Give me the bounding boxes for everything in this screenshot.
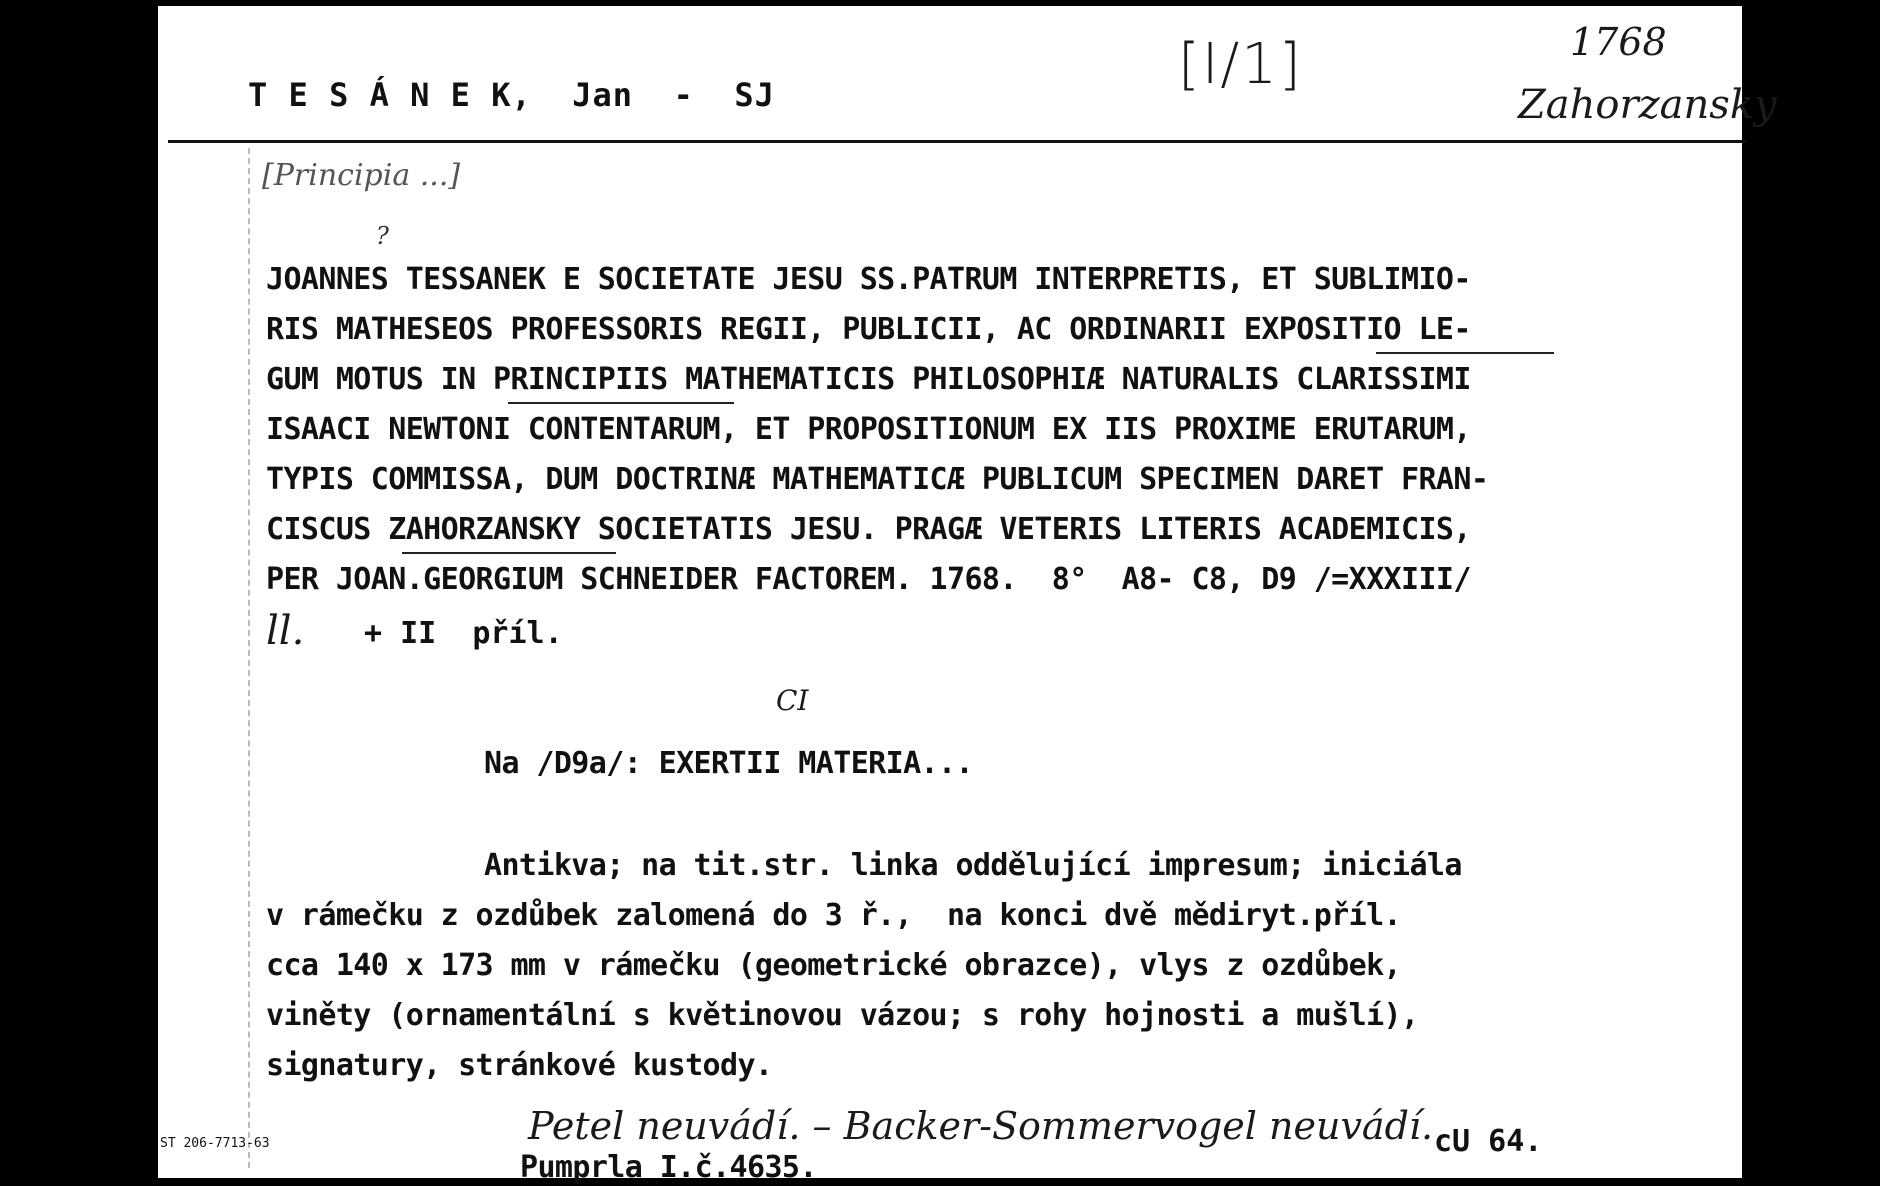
catalog-card <box>158 6 1777 1185</box>
title-line-6: CISCUS ZAHORZANSKY SOCIETATIS JESU. PRAGÆ VETERIS LITERIS ACADEMICIS, <box>266 512 1471 547</box>
description-line-1: Antikva; na tit.str. linka oddělující impresum; iniciála <box>484 848 1462 883</box>
underline-expositio <box>1376 352 1554 354</box>
title-line-4: ISAACI NEWTONI CONTENTARUM, ET PROPOSITIONUM EX IIS PROXIME ERUTARUM, <box>266 412 1471 447</box>
name-note: Zahorzansky <box>1518 82 1777 128</box>
title-line-7: PER JOAN.GEORGIUM SCHNEIDER FACTOREM. 1768. 8° A8- C8, D9 /=XXXIII/ <box>266 562 1471 597</box>
handwritten-note: Petel neuvádí. – Backer-Sommervogel neuvádí. <box>528 1104 1434 1148</box>
leaves-abbrev: ll. <box>266 608 305 654</box>
query-mark: ? <box>376 222 389 250</box>
margin-note: [Principia ...] <box>262 158 461 193</box>
form-code: ST 206-7713-63 <box>160 1136 270 1151</box>
correction-note: CI <box>776 684 809 717</box>
author-heading: T E S Á N E K, Jan - SJ <box>248 76 775 114</box>
title-line-5: TYPIS COMMISSA, DUM DOCTRINÆ MATHEMATICÆ PUBLICUM SPECIMEN DARET FRAN- <box>266 462 1489 497</box>
reference-code: cU 64. <box>1434 1124 1543 1159</box>
title-line-3: GUM MOTUS IN PRINCIPIIS MATHEMATICIS PHILOSOPHIÆ NATURALIS CLARISSIMI <box>266 362 1471 397</box>
margin-guide <box>248 148 250 1168</box>
title-line-2: RIS MATHESEOS PROFESSORIS REGII, PUBLICII, AC ORDINARII EXPOSITIO LE- <box>266 312 1471 347</box>
description-line-5: signatury, stránkové kustody. <box>266 1048 773 1083</box>
description-line-3: cca 140 x 173 mm v rámečku (geometrické obrazce), vlys z ozdůbek, <box>266 948 1401 983</box>
underline-zahorzansky <box>402 552 616 554</box>
title-line-1: JOANNES TESSANEK E SOCIETATE JESU SS.PATRUM INTERPRETIS, ET SUBLIMIO- <box>266 262 1471 297</box>
note-line: Na /D9a/: EXERTII MATERIA... <box>484 746 973 781</box>
description-line-2: v rámečku z ozdůbek zalomená do 3 ř., na konci dvě mědiryt.příl. <box>266 898 1401 933</box>
underline-principiis <box>508 402 734 404</box>
header-rule <box>168 140 1746 143</box>
leaves-plates: + II příl. <box>364 616 563 651</box>
year-note: 1768 <box>1570 20 1667 64</box>
call-number: [I/1] <box>1178 32 1303 97</box>
description-line-4: viněty (ornamentální s květinovou vázou; s rohy hojnosti a mušlí), <box>266 998 1419 1033</box>
source-reference: Pumprla I.č.4635. <box>520 1150 817 1185</box>
